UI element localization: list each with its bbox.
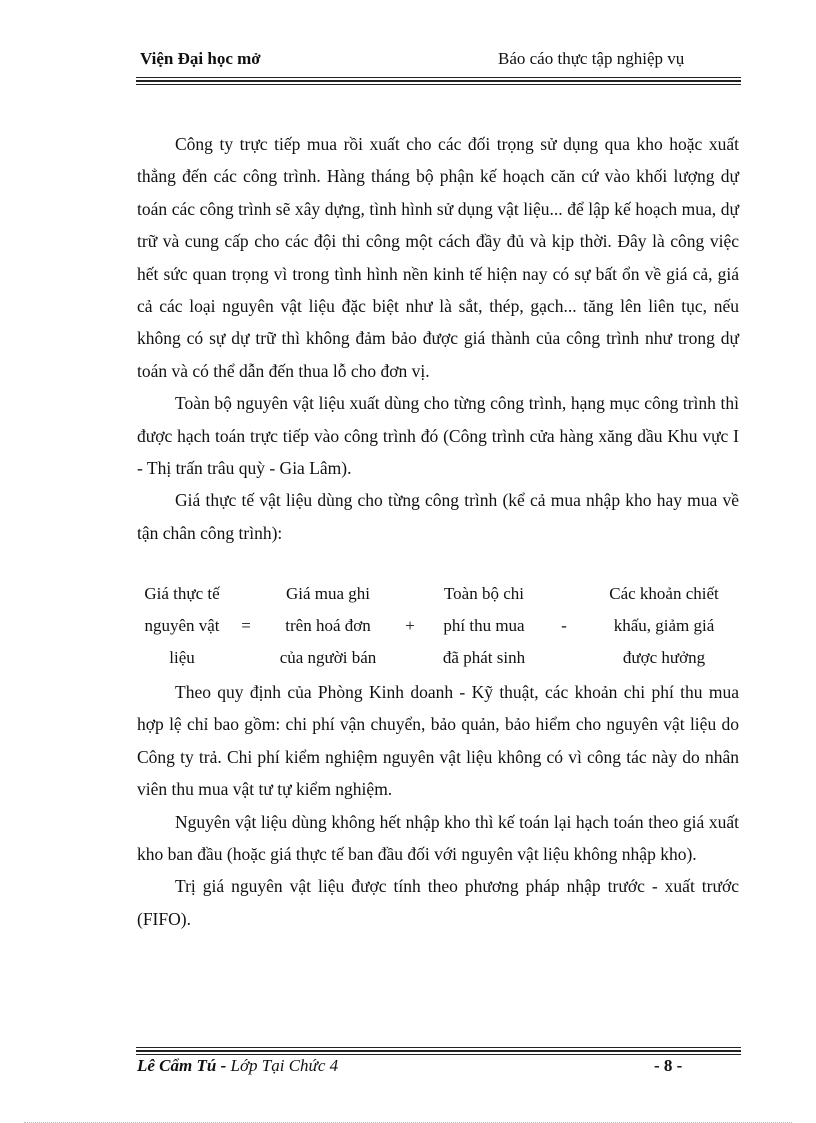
paragraph: Nguyên vật liệu dùng không hết nhập kho thì kế toán lại hạch toán theo giá xuất kho ban đầu (hoặc giá thực tế ban đầu đối với nguyên vật liệu không nhập kho). [137,811,739,865]
header-rule [136,80,741,82]
header-report-title: Báo cáo thực tập nghiệp vụ [498,49,685,68]
paragraph: Toàn bộ nguyên vật liệu xuất dùng cho từng công trình, hạng mục công trình thì được hạch toán trực tiếp vào công trình đó (Công trình cửa hàng xăng dầu Khu vực I - Thị trấn trâu quỳ - Gia Lâm). [137,393,739,479]
equals-sign: = [241,616,251,635]
formula-cell: Giá mua ghi [285,584,371,603]
formula-cell: Giá thực tế [144,584,220,603]
header-rule [136,84,741,85]
footer-rule [136,1054,741,1055]
formula-cell: được hưởng [622,648,706,667]
body-text-bottom [137,676,739,935]
formula-row [132,644,744,676]
paragraph: Trị giá nguyên vật liệu được tính theo phương pháp nhập trước - xuất trước (FIFO). [137,876,739,929]
class-name: Lớp Tại Chức 4 [230,1056,339,1075]
footer-rule [136,1050,741,1052]
page-number: - 8 - [654,1056,683,1075]
formula-cell: Các khoản chiết [609,584,719,603]
formula-cell: liệu [169,648,195,667]
footer-rule [136,1047,741,1048]
formula-cell: Toàn bộ chi [443,584,524,603]
body-text-top [137,128,739,549]
formula-cell: khấu, giảm giá [613,616,715,635]
formula-row [132,612,744,644]
formula-cell: trên hoá đơn [285,616,371,635]
price-formula [132,580,744,676]
paragraph: Công ty trực tiếp mua rồi xuất cho các đối trọng sử dụng qua kho hoặc xuất thẳng đến các công trình. Hàng tháng bộ phận kế hoạch căn cứ vào khối lượng dự toán các công trình sẽ xây dựng, tình hình sử dụng vật liệu... để lập kế hoạch mua, dự trữ và cung cấp cho các đội thi công một cách đầy đủ và kịp thời. Đây là công việc hết sức quan trọng vì trong tình hình nền kinh tế hiện nay có sự bất ổn về giá cả, giá cả các loại nguyên vật liệu đặc biệt như là sắt, thép, gạch... tăng lên liên tục, nếu không có sự dự trữ thì không đảm bảo được giá thành của công trình như trong dự toán và có thể dẫn đến thua lỗ cho đơn vị. [137,134,739,381]
header-institution: Viện Đại học mở [140,49,261,68]
paragraph: Theo quy định của Phòng Kinh doanh - Kỹ thuật, các khoản chi phí thu mua hợp lệ chỉ bao gồm: chi phí vận chuyển, bảo quản, bảo hiểm cho nguyên vật liệu do Công ty trả. Chi phí kiểm nghiệm nguyên vật liệu không có vì công tác này do nhân viên thu mua vật tư tự kiểm nghiệm. [137,682,739,800]
formula-cell: của người bán [279,648,377,667]
formula-cell: phí thu mua [443,616,525,635]
author-name: Lê Cẩm Tú - [137,1056,231,1075]
formula-cell: đã phát sinh [442,648,526,667]
minus-sign: - [561,616,567,635]
footer-author [137,1056,338,1076]
formula-row [132,580,744,612]
paragraph: Giá thực tế vật liệu dùng cho từng công trình (kể cả mua nhập kho hay mua về tận chân công trình): [137,490,739,543]
formula-cell: nguyên vật [144,616,220,635]
header-rule [136,77,741,78]
plus-sign: + [405,616,415,635]
